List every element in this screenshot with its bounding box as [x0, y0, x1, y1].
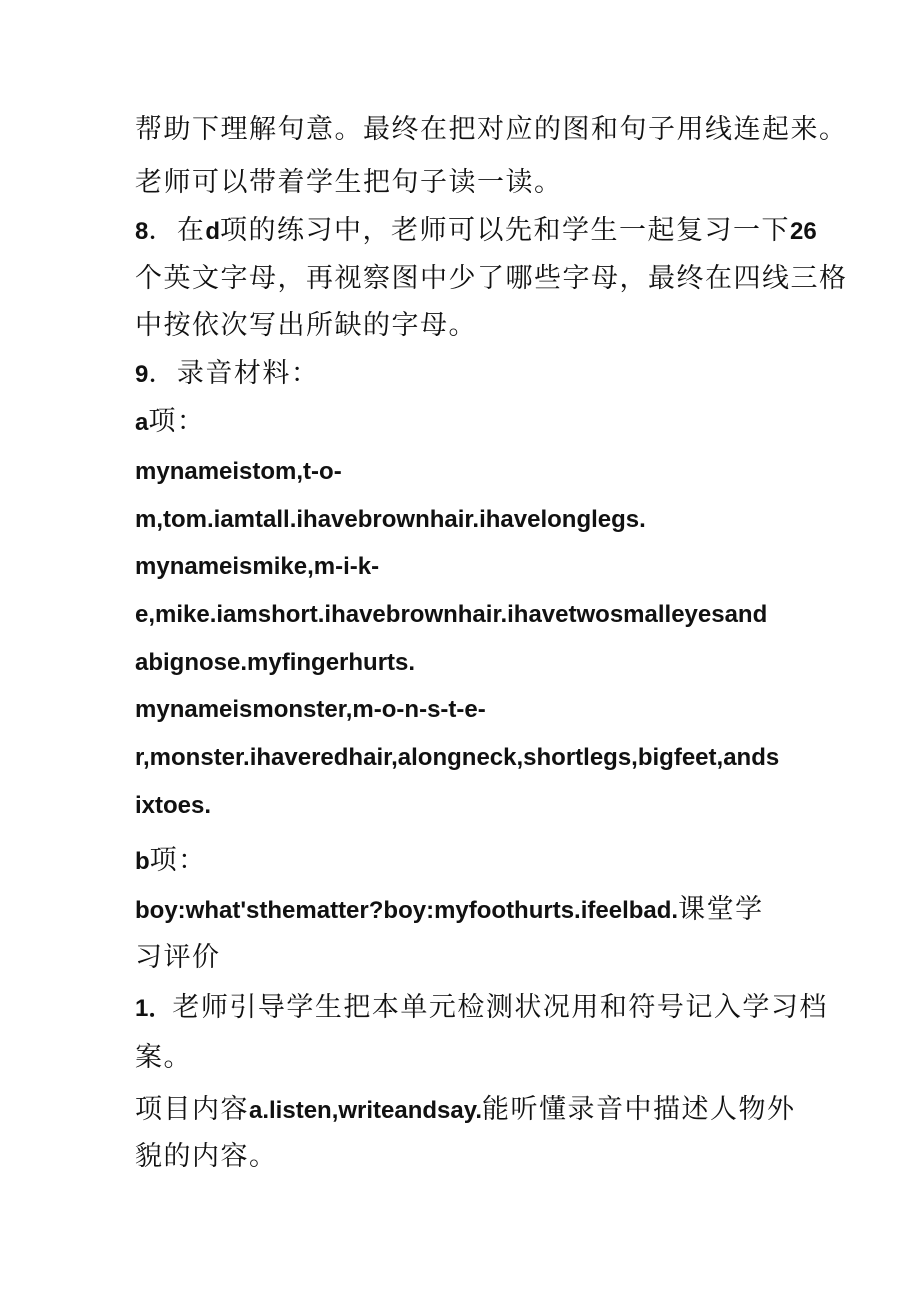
text-segment-en: a — [135, 409, 149, 436]
text-segment: 项： — [149, 845, 207, 876]
text-segment-en: b — [135, 848, 150, 875]
transcript-line — [135, 788, 211, 824]
text-segment: 课堂学 — [678, 894, 764, 925]
text-segment: 帮助下理解句意。最终在把对应的图和句子用线连起来。 — [135, 114, 848, 145]
text-segment: ．在 — [148, 215, 206, 246]
text-line — [135, 1139, 278, 1175]
transcript-line — [135, 454, 342, 490]
text-segment: 项目内容 — [135, 1094, 249, 1125]
section-label-a — [135, 404, 205, 441]
text-segment-en: boy:what'sthematter?boy:myfoothurts.ifeelbad. — [135, 897, 679, 924]
text-segment: 项： — [148, 406, 206, 437]
section-heading — [135, 940, 221, 976]
text-segment-en: mynameismike,m-i-k- — [135, 553, 380, 580]
list-number: 9 — [135, 361, 149, 388]
text-segment: 能听懂录音中描述人物外 — [481, 1094, 796, 1125]
text-line — [135, 165, 563, 201]
list-item-9 — [135, 356, 319, 393]
transcript-line — [135, 597, 767, 633]
text-segment: 习评价 — [135, 942, 221, 973]
text-segment: 个英文字母，再视察图中少了哪些字母，最终在四线三格 — [135, 263, 848, 294]
text-segment: 中按依次写出所缺的字母。 — [135, 310, 477, 341]
transcript-line — [135, 549, 379, 585]
section-label-b — [135, 843, 207, 880]
text-segment-en: a.listen,writeandsay. — [249, 1097, 482, 1124]
text-segment: 貌的内容。 — [135, 1141, 278, 1172]
transcript-line — [135, 892, 764, 929]
text-line — [135, 261, 848, 297]
text-segment-en: d — [205, 218, 221, 245]
text-segment: 项的练习中，老师可以先和学生一起复习一下 — [220, 215, 791, 246]
transcript-line — [135, 502, 646, 538]
transcript-line — [135, 692, 486, 728]
text-segment: ．录音材料： — [148, 358, 320, 389]
list-number: 1 — [135, 995, 149, 1022]
text-segment-en: ． — [148, 995, 173, 1022]
text-segment-en: mynameismonster,m-o-n-s-t-e- — [135, 696, 486, 723]
text-segment-en: abignose.myfingerhurts. — [135, 649, 416, 676]
text-segment-en: ixtoes. — [135, 792, 212, 819]
text-segment-en: r,monster.ihaveredhair,alongneck,shortlegs,bigfeet,ands — [135, 744, 780, 771]
list-item-1 — [135, 990, 828, 1027]
text-line — [135, 1092, 795, 1129]
text-line — [135, 1040, 192, 1076]
text-line — [135, 308, 477, 344]
text-segment-en: m,tom.iamtall.ihavebrownhair.ihavelonglegs. — [135, 506, 646, 533]
text-segment-en: e,mike.iamshort.ihavebrownhair.ihavetwosmalleyesand — [135, 601, 768, 628]
text-segment: 案。 — [135, 1042, 192, 1073]
transcript-line — [135, 645, 415, 681]
text-line — [135, 112, 848, 148]
text-segment: 老师可以带着学生把句子读一读。 — [135, 167, 563, 198]
text-segment: 老师引导学生把本单元检测状况用和符号记入学习档 — [172, 992, 828, 1023]
list-item-8 — [135, 213, 817, 250]
text-segment-en: 26 — [790, 218, 817, 245]
list-number: 8 — [135, 218, 149, 245]
text-segment-en: mynameistom,t-o- — [135, 458, 342, 485]
transcript-line — [135, 740, 779, 776]
